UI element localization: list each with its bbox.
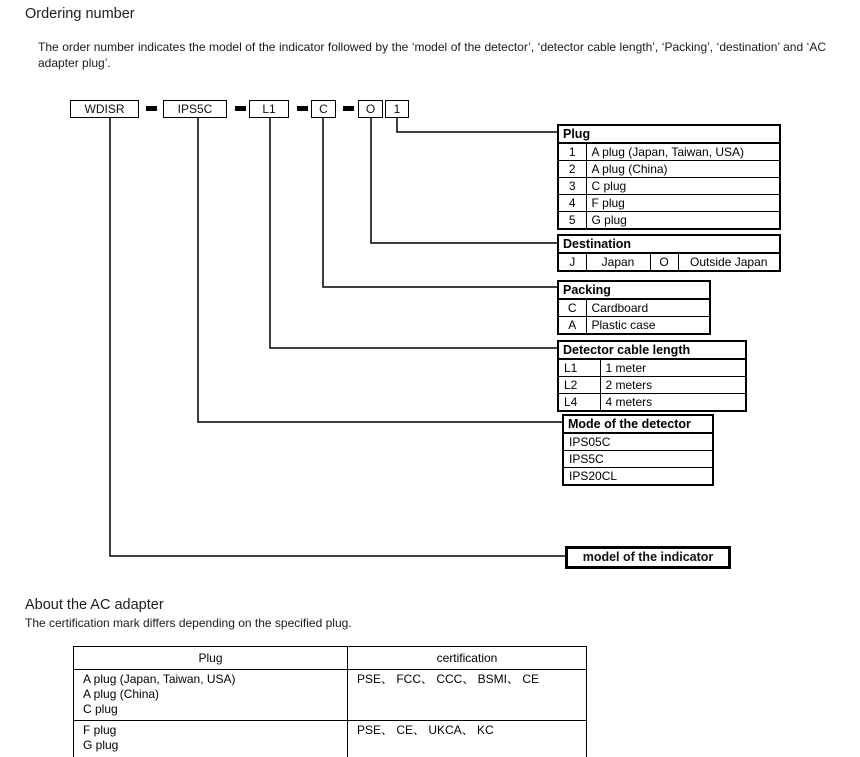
- packing-table-title: Packing: [558, 281, 710, 299]
- dash-separator: [146, 106, 157, 111]
- code-box-detector: IPS5C: [163, 100, 227, 118]
- connector-packing: [323, 118, 558, 287]
- plug-item: A plug (Japan, Taiwan, USA): [83, 672, 236, 686]
- intro-paragraph: The order number indicates the model of the indicator followed by the ‘model of the detector’, ‘detector cable length’, ‘Packing’, ‘destination’ and ‘AC adapter plug’.: [38, 40, 826, 70]
- plug-item: A plug (China): [83, 687, 160, 701]
- code-box-plug: 1: [385, 100, 409, 118]
- cable-length-table-title: Detector cable length: [558, 341, 746, 359]
- destination-code: J: [558, 253, 586, 271]
- cable-length-table: [557, 340, 747, 412]
- cable-code: L4: [558, 394, 600, 412]
- packing-value: Plastic case: [586, 317, 710, 335]
- connector-detector-mode: [198, 118, 563, 422]
- connector-plug: [397, 118, 558, 132]
- table-row: [558, 143, 780, 161]
- page-title: Ordering number: [25, 6, 135, 22]
- packing-value: Cardboard: [586, 299, 710, 317]
- destination-table: [557, 234, 781, 272]
- packing-table: [557, 280, 711, 335]
- certification-table: [73, 646, 587, 757]
- table-row: [558, 195, 780, 212]
- certification-cell: PSE、 FCC、 CCC、 BSMI、 CE: [348, 670, 587, 721]
- plug-table-title: Plug: [558, 125, 780, 143]
- plug-code: 2: [558, 161, 586, 178]
- ac-adapter-text: The certification mark differs depending on the specified plug.: [25, 616, 352, 630]
- plug-group-cell: [74, 670, 348, 721]
- plug-value: C plug: [586, 178, 780, 195]
- table-row: [558, 394, 746, 412]
- plug-value: A plug (Japan, Taiwan, USA): [586, 143, 780, 161]
- packing-code: A: [558, 317, 586, 335]
- detector-mode-value: IPS05C: [563, 433, 713, 451]
- indicator-model-label: model of the indicator: [565, 546, 731, 569]
- connector-destination: [371, 118, 559, 243]
- destination-value: Outside Japan: [678, 253, 780, 271]
- table-row: [558, 299, 710, 317]
- destination-table-title: Destination: [558, 235, 780, 253]
- certification-table-header-plug: Plug: [74, 647, 348, 670]
- table-row: [563, 433, 713, 451]
- plug-group-cell: [74, 721, 348, 757]
- dash-separator: [297, 106, 308, 111]
- table-row: [558, 212, 780, 230]
- table-row: [558, 178, 780, 195]
- packing-code: C: [558, 299, 586, 317]
- code-box-indicator: WDISR: [70, 100, 139, 118]
- ac-adapter-heading: About the AC adapter: [25, 597, 164, 613]
- cable-value: 1 meter: [600, 359, 746, 377]
- table-row: [558, 359, 746, 377]
- plug-item: C plug: [83, 702, 118, 716]
- table-row: [558, 253, 780, 271]
- detector-mode-value: IPS20CL: [563, 468, 713, 486]
- connector-indicator: [110, 118, 566, 556]
- certification-cell: PSE、 CE、 UKCA、 KC: [348, 721, 587, 757]
- code-box-packing: C: [311, 100, 336, 118]
- table-row: [558, 317, 710, 335]
- code-box-destination: O: [358, 100, 383, 118]
- table-row: [558, 161, 780, 178]
- destination-code: O: [650, 253, 678, 271]
- destination-value: Japan: [586, 253, 650, 271]
- plug-item: F plug: [83, 723, 117, 737]
- table-header-row: [74, 647, 587, 670]
- plug-item: G plug: [83, 738, 119, 752]
- plug-value: G plug: [586, 212, 780, 230]
- detector-mode-table-title: Mode of the detector: [563, 415, 713, 433]
- table-row: [563, 451, 713, 468]
- plug-value: F plug: [586, 195, 780, 212]
- cable-value: 2 meters: [600, 377, 746, 394]
- dash-separator: [343, 106, 354, 111]
- table-row: [74, 721, 587, 757]
- plug-code: 3: [558, 178, 586, 195]
- connector-cable-length: [270, 118, 558, 348]
- certification-table-header-certification: certification: [348, 647, 587, 670]
- cable-value: 4 meters: [600, 394, 746, 412]
- plug-value: A plug (China): [586, 161, 780, 178]
- plug-table: [557, 124, 781, 230]
- plug-code: 5: [558, 212, 586, 230]
- table-row: [563, 468, 713, 486]
- table-row: [558, 377, 746, 394]
- cable-code: L1: [558, 359, 600, 377]
- detector-mode-value: IPS5C: [563, 451, 713, 468]
- plug-code: 4: [558, 195, 586, 212]
- plug-code: 1: [558, 143, 586, 161]
- cable-code: L2: [558, 377, 600, 394]
- detector-mode-table: [562, 414, 714, 486]
- table-row: [74, 670, 587, 721]
- code-box-cable-length: L1: [249, 100, 289, 118]
- dash-separator: [235, 106, 246, 111]
